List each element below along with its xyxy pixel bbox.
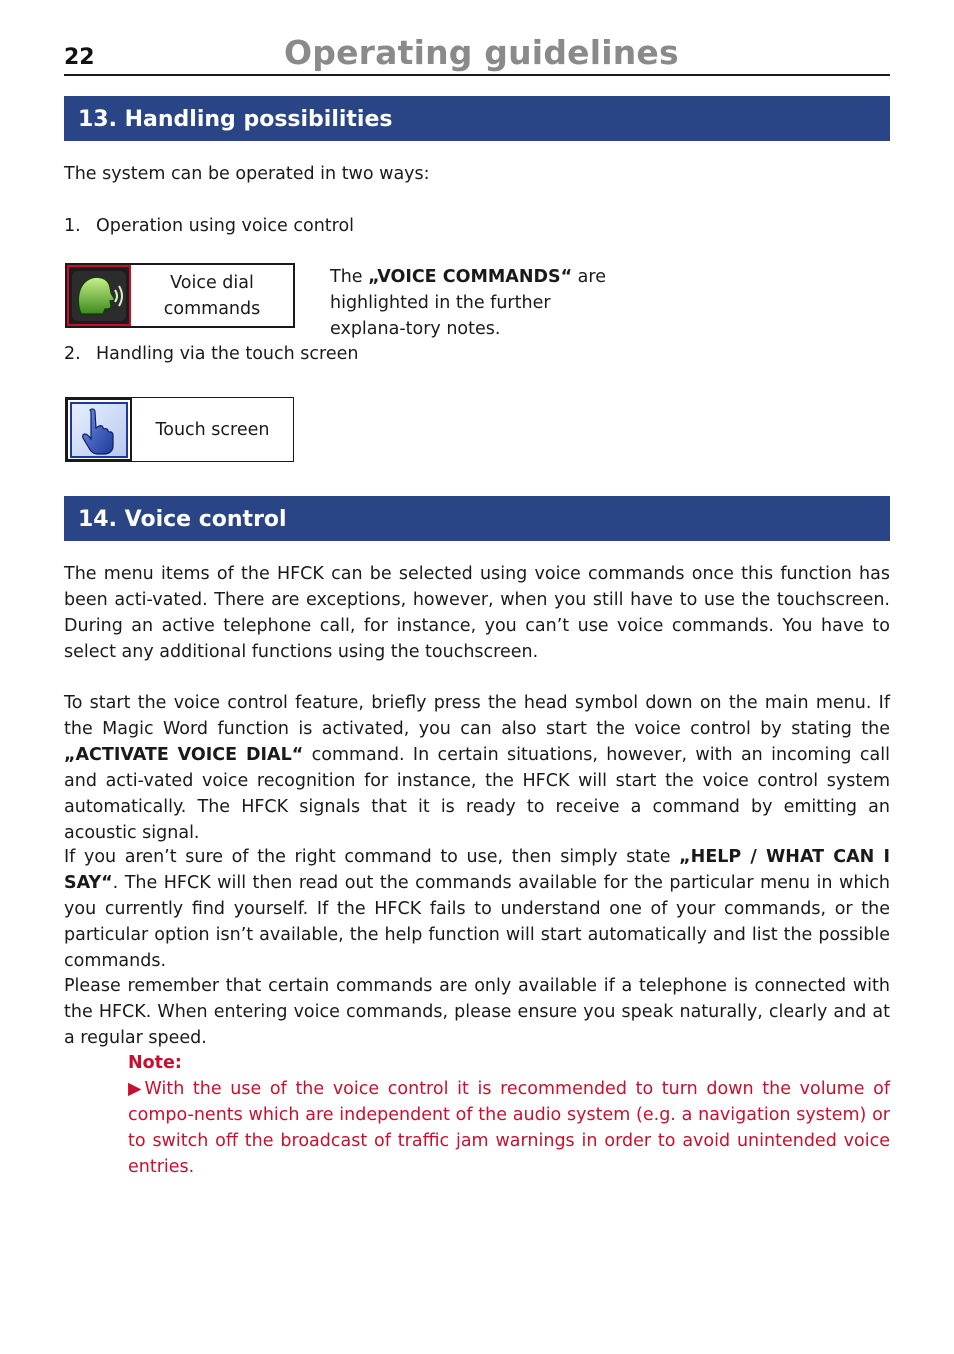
page-number: 22 xyxy=(64,45,95,70)
section-14-paragraph-1: The menu items of the HFCK can be selected using voice commands once this function has been acti-vated. There are exceptions, however, when you still have to use the touchscreen. During an active telephone call, for instance, you can’t use voice commands. You have to select any additional functions using the touchscreen. xyxy=(64,564,890,662)
voice-commands-note xyxy=(330,264,615,342)
list-item-2 xyxy=(64,341,358,367)
note-block xyxy=(128,1050,890,1180)
section-14-paragraph-3 xyxy=(64,844,890,974)
touch-screen-box xyxy=(65,397,294,462)
side-note-bold: „VOICE COMMANDS“ xyxy=(368,267,573,287)
list-number: 1. xyxy=(64,216,81,236)
side-note-pre: The xyxy=(330,267,369,287)
section-14-paragraph-4: Please remember that certain commands are only available if a telephone is connected with the HFCK. When entering voice commands, please ensure you speak naturally, clearly and at a regular speed. xyxy=(64,976,890,1048)
voice-dial-commands-box xyxy=(65,263,295,328)
para2-bold: „ACTIVATE VOICE DIAL“ xyxy=(64,745,304,765)
section-13-intro: The system can be operated in two ways: xyxy=(64,164,430,184)
note-text: With the use of the voice control it is recommended to turn down the volume of compo-nents which are independent of the audio system (e.g. a navigation system) or to switch off the broadcast of traffic jam warnings in order to avoid unintended voice entries. xyxy=(128,1079,890,1177)
side-note-post: are highlighted in the further explana-tory notes. xyxy=(330,267,606,339)
page-title: Operating guidelines xyxy=(284,33,679,72)
para2-pre: To start the voice control feature, briefly press the head symbol down on the main menu. If the Magic Word function is activated, you can also start the voice control by stating the xyxy=(64,693,890,739)
section-14-paragraph-2 xyxy=(64,690,890,846)
pointing-hand-icon xyxy=(66,398,132,461)
voice-dial-label-line2: commands xyxy=(163,298,261,319)
section-14-heading: 14. Voice control xyxy=(64,496,890,541)
note-title: Note: xyxy=(128,1053,182,1073)
voice-head-icon xyxy=(67,265,131,326)
voice-dial-label xyxy=(131,265,293,326)
note-marker-icon: ▶ xyxy=(128,1079,145,1099)
list-item-1 xyxy=(64,213,354,239)
voice-dial-label-line1: Voice dial xyxy=(170,272,254,293)
section-13-heading: 13. Handling possibilities xyxy=(64,96,890,141)
page-header xyxy=(64,28,890,76)
para3-bold: „HELP / WHAT CAN I SAY“ xyxy=(64,847,890,893)
para2-post: command. In certain situations, however, with an incoming call and acti-vated voice recognition for instance, the HFCK will start the voice control system automatically. The HFCK signals that it is ready to receive a command by emitting an acoustic signal. xyxy=(64,745,890,843)
list-text: Handling via the touch screen xyxy=(96,344,359,364)
list-number: 2. xyxy=(64,344,81,364)
para3-pre: If you aren’t sure of the right command to use, then simply state xyxy=(64,847,680,867)
list-text: Operation using voice control xyxy=(96,216,355,236)
para3-post: . The HFCK will then read out the commands available for the particular menu in which you currently find yourself. If the HFCK fails to understand one of your commands, or the particular option isn’t available, the help function will start automatically and list the possible commands. xyxy=(64,873,890,971)
note-text-block xyxy=(128,1076,890,1180)
touch-screen-label: Touch screen xyxy=(155,419,270,440)
